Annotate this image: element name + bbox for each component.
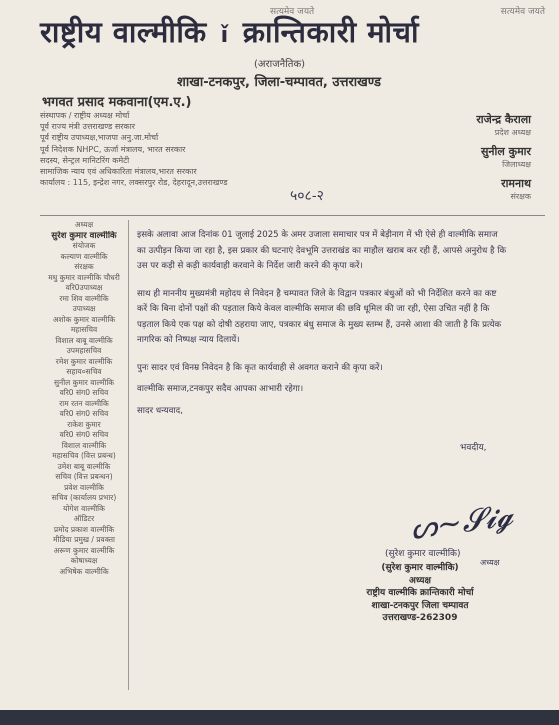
leader-role: सामाजिक न्याय एवं अधिकारिता मंत्रालय,भारत सरकार [40, 167, 197, 177]
body-paragraph: वाल्मीकि समाज,टनकपुर सदैव आपका आभारी रहेगा। [137, 384, 304, 394]
stamp-line: (सुरेश कुमार वाल्मीकि) [381, 563, 459, 573]
leader-role: संस्थापक / राष्ट्रीय अध्यक्ष मोर्चा [40, 111, 130, 120]
officer-name: राजेन्द्र कैराला [476, 113, 531, 126]
sidebar-entry: उमेश बाबू वाल्मीकि [57, 461, 111, 471]
sidebar-entry: अध्यक्ष [74, 220, 94, 229]
sidebar-entry: विशाल वाल्मीकि [61, 440, 107, 450]
org-name-right: क्रान्तिकारी मोर्चा [242, 15, 419, 49]
sidebar-entry: सुरेश कुमार वाल्मीकि [51, 230, 117, 241]
body-paragraph: इसके अलावा आज दिनांक 01 जुलाई 2025 के अमर उजाला समाचार पत्र में बेड़ीनाग में भी ऐसे ही वाल्मीकि समाज का उत्पीड़न किया जा रहा है, इस प्रकार की घटनाएं देवभूमि उत्तराखंड का माहौल खराब कर रही हैं, आपसे अनुरोध है कि उस पर कड़ी से कड़ी कार्यवाही करवाने के निर्देश जारी करने की कृपा करें। [137, 230, 507, 271]
sidebar-entry: अशोक कुमार वाल्मीकि [52, 314, 116, 324]
sidebar-entry: राम रतन वाल्मीकि [59, 398, 109, 408]
officer-role: जिलाध्यक्ष [502, 160, 531, 169]
sidebar-entry: अरूण कुमार वाल्मीकि [53, 545, 115, 555]
office-bearers-sidebar [40, 220, 129, 690]
handwritten-signature: ᔕ~𝓢𝓲𝓰 [408, 497, 516, 548]
stamp-line: शाखा-टनकपुर जिला चम्पावत [371, 600, 469, 611]
organization-title [40, 12, 419, 51]
leader-name: भगवत प्रसाद मकवाना(एम.ए.) [42, 95, 192, 110]
sidebar-entry: रमेश कुमार वाल्मीकि [55, 356, 113, 366]
sidebar-entry: योगेश वाल्मीकि [63, 503, 105, 513]
sidebar-entry: कोषाध्यक्ष [70, 556, 98, 565]
emblem-caption: सत्यमेव जयते [270, 7, 315, 17]
sidebar-entry: सहाय०सचिव [66, 367, 102, 376]
sidebar-entry: संयोजक [72, 241, 96, 250]
leader-role: पूर्व राज्य मंत्री उत्तराखण्ड सरकार [40, 122, 136, 132]
sidebar-entry: महासचिव [70, 325, 98, 334]
sidebar-entry: वरि0 संग0 सचिव [59, 388, 109, 397]
sidebar-entry: उपमहासचिव [66, 346, 102, 355]
reference-number: ५०८-२ [290, 188, 324, 204]
officer-name: रामनाथ [501, 177, 531, 190]
branch-address: शाखा-टनकपुर, जिला-चम्पावत, उत्तराखण्ड [177, 75, 381, 90]
body-paragraph: साथ ही माननीय मुख्यमंत्री महोदय से निवेदन है चम्पावत जिले के विद्वान पत्रकार बंधुओं को भी निर्देशित करने का कष्ट करें कि बिना दोनों पक्षों की पड़ताल किये केवल वाल्मीकि समाज की छवि धूमिल की जा रही, ऐसा उचित नहीं है कि पड़ताल किये एक पक्ष को दोषी ठहराया जाए, पत्रकार बंधु समाज के मुख्य स्तम्भ हैं, उनसे आशा की जाती है कि प्रत्येक नागरिक को निष्पक्ष न्याय दिलायें। [137, 288, 502, 345]
leader-role: सदस्य, सेन्ट्रल मानिटरिंग कमेटी [40, 155, 130, 165]
sidebar-entry: वरि0 संग0 सचिव [59, 430, 109, 439]
closing-salutation: भवदीय, [460, 443, 487, 453]
sidebar-entry: उपाध्यक्ष [72, 304, 96, 313]
sidebar-entry: संरक्षक [74, 262, 94, 271]
sidebar-entry: प्रमोद प्रकाश वाल्मीकि [53, 524, 115, 534]
sidebar-entry: महासचिव (वित्त प्रबन्ध) [52, 451, 116, 460]
sidebar-entry: सुनील कुमार वाल्मीकि [53, 377, 115, 387]
handwritten-signer-name: (सुरेश कुमार वाल्मीकि) [385, 549, 461, 559]
letter-body [137, 228, 507, 431]
background-surface [0, 710, 559, 725]
leader-role: पूर्व राष्ट्रीय उपाध्यक्ष,भाजपा अनु.जा.मोर्चा [40, 133, 159, 143]
body-paragraph: पुनः सादर एवं विनम्र निवेदन है कि कृत कार्यवाही से अवगत कराने की कृपा करें। [137, 362, 383, 373]
right-officers [401, 112, 531, 208]
emblem-icon: ǐ [220, 23, 229, 48]
officer-name: सुनील कुमार [480, 145, 531, 158]
leader-roles [40, 110, 310, 188]
body-paragraph: सादर धन्यवाद, [137, 405, 183, 416]
handwritten-signer-role: अध्यक्ष [480, 558, 500, 567]
sidebar-entry: सचिव (कार्यालय प्रभार) [51, 493, 117, 502]
sidebar-entry: प्रवेश वाल्मीकि [64, 482, 104, 492]
officer-role: प्रदेश अध्यक्ष [494, 128, 531, 137]
leader-role: कार्यालय : 115, इन्द्रेश नगर, लक्सरपुर रोड, देहरादून,उत्तराखण्ड [40, 178, 228, 188]
leader-role: पूर्व निदेशक NHPC, ऊर्जा मंत्रालय, भारत सरकार [40, 144, 186, 154]
corner-emblem-caption: सत्यमेव जयते [500, 7, 545, 17]
sidebar-entry: वरि0 संग0 सचिव [59, 409, 109, 418]
sidebar-entry: सचिव (वित्त प्रबन्धन) [55, 472, 113, 481]
stamp-line: राष्ट्रीय वाल्मीकि क्रान्तिकारी मोर्चा [366, 588, 474, 598]
stamp-line: अध्यक्ष [409, 575, 431, 586]
officer-role: संरक्षक [510, 192, 531, 201]
nonpolitical-label: (अराजनैतिक) [254, 59, 306, 70]
sidebar-entry: विशाल बाबू वाल्मीकि [55, 335, 113, 345]
sidebar-entry: मीडिया प्रमुख / प्रवक्ता [53, 535, 115, 544]
sidebar-entry: अभिषेक वाल्मीकि [59, 566, 109, 576]
sidebar-entry: राकेश कुमार [67, 419, 101, 429]
sidebar-entry: ऑडिटर [73, 514, 95, 523]
official-stamp [330, 562, 510, 625]
sidebar-entry: वरि0उपाध्यक्ष [65, 283, 103, 292]
org-name-left: राष्ट्रीय वाल्मीकि [40, 15, 207, 49]
sidebar-entry: कल्याण वाल्मीकि [60, 251, 108, 261]
header-divider [40, 215, 545, 216]
sidebar-entry: मधु कुमार वाल्मीकि चौधरी [48, 272, 120, 282]
stamp-line: उत्तराखण्ड-262309 [382, 613, 458, 623]
sidebar-entry: रमा शिव वाल्मीकि [59, 293, 109, 303]
